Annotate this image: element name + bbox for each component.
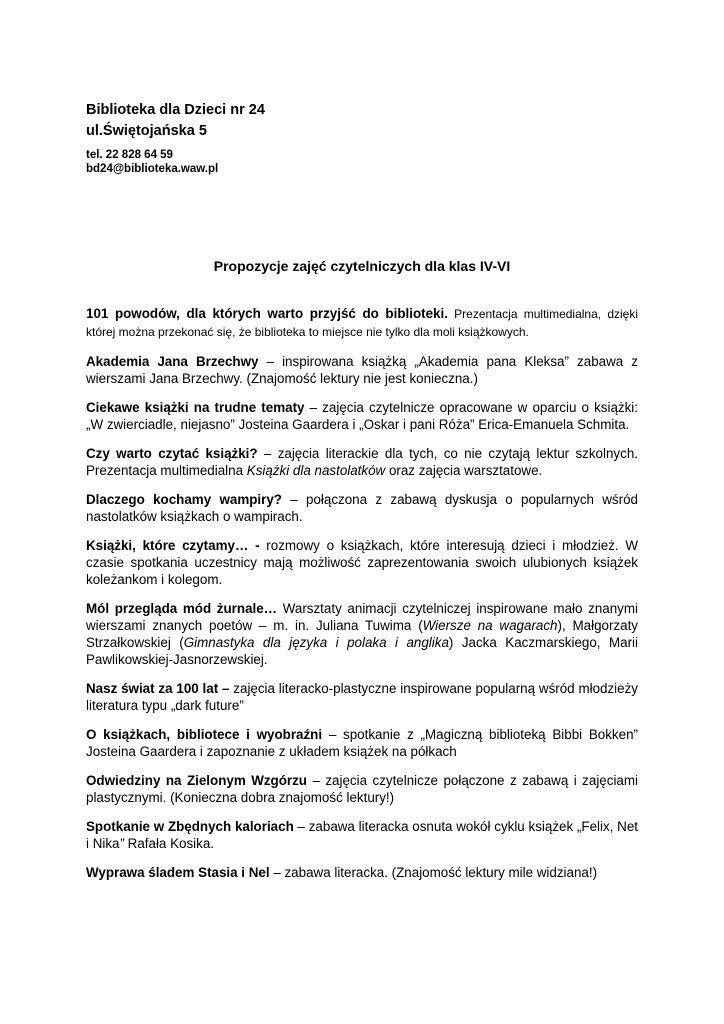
activity-name: 101 powodów, dla których warto przyjść do biblioteki. [86, 306, 448, 321]
activity-name: Ciekawe książki na trudne tematy [86, 400, 305, 415]
library-name: Biblioteka dla Dzieci nr 24 [86, 102, 265, 118]
activity-entry [86, 726, 638, 760]
activity-title-italic: Wiersze na wagarach [422, 618, 558, 633]
activity-name: Mól przegląda mód żurnale… [86, 601, 278, 616]
library-address: ul.Świętojańska 5 [86, 123, 207, 139]
activity-description: zajęcia literacko-plastyczne inspirowane popularną wśród młodzieży literatura typu „dark future” [86, 681, 638, 713]
library-header [86, 100, 265, 142]
activity-title-italic: ” [119, 836, 124, 851]
activity-name: Spotkanie w Zbędnych kaloriach [86, 819, 294, 834]
activity-description: – zabawa literacka. (Znajomość lektury mile widziana!) [269, 865, 598, 880]
activity-description-cont: ), Małgorzaty Strzałkowskiej ( [86, 618, 638, 650]
activity-entry [86, 818, 638, 852]
activity-name: Czy warto czytać książki? [86, 446, 258, 461]
activity-description: – zajęcia literackie dla tych, co nie czytają lektur szkolnych. Prezentacja multimedialna [86, 446, 638, 478]
activity-description: – spotkanie z „Magiczną biblioteką Bibbi Bokken” Josteina Gaardera i zapoznanie z układem książek na półkach [86, 727, 638, 759]
activity-name: Książki, które czytamy… - [86, 538, 260, 553]
activity-entry [86, 491, 638, 525]
activity-title-italic: Gimnastyka dla języka i polaka i anglika [183, 635, 449, 650]
email-address: bd24@biblioteka.waw.pl [86, 163, 219, 175]
activity-entry [86, 445, 638, 479]
activity-description: – zabawa literacka osnuta wokół cyklu książek „Felix, Net i Nika [86, 819, 638, 851]
activity-title-italic: Książki dla nastolatków [246, 463, 386, 478]
activity-description: Warsztaty animacji czytelniczej inspirowane mało znanymi wierszami znanych poetów – m. in. Juliana Tuwima ( [86, 601, 638, 633]
activity-name: O książkach, bibliotece i wyobraźni [86, 727, 323, 742]
activity-entry [86, 399, 638, 433]
activity-entry [86, 305, 638, 341]
activity-name: Odwiedziny na Zielonym Wzgórzu [86, 773, 307, 788]
activity-description-cont: oraz zajęcia warsztatowe. [385, 463, 543, 478]
activity-list [86, 305, 638, 893]
phone-number: tel. 22 828 64 59 [86, 149, 173, 161]
activity-entry [86, 600, 638, 668]
activity-description-cont: ) Jacka Kaczmarskiego, Marii Pawlikowskiej-Jasnorzewskiej. [86, 635, 639, 667]
activity-name: Dlaczego kochamy wampiry? [86, 492, 282, 507]
activity-description: – inspirowana książką „Akademia pana Kleksa” zabawa z wierszami Jana Brzechwy. (Znajomość lektury nie jest konieczna.) [86, 354, 638, 386]
page-title: Propozycje zajęć czytelniczych dla klas IV-VI [213, 258, 511, 274]
activity-description-cont: Rafała Kosika. [123, 836, 215, 851]
activity-description: – zajęcia czytelnicze połączone z zabawą i zajęciami plastycznymi. (Konieczna dobra znajomość lektury!) [86, 773, 638, 805]
activity-name: Wyprawa śladem Stasia i Nel [86, 865, 270, 880]
contact-block [86, 148, 218, 176]
activity-name: Akademia Jana Brzechwy [86, 354, 259, 369]
activity-entry [86, 537, 638, 588]
activity-description: Prezentacja multimedialna, dzięki której można przekonać się, że biblioteka to miejsce nie tylko dla moli książkowych. [86, 307, 638, 339]
activity-description: – zajęcia czytelnicze opracowane w oparciu o książki: „W zwierciadle, niejasno” Josteina Gaardera i „Oskar i pani Róża” Erica-Emanuela Schmita. [86, 400, 638, 432]
activity-entry [86, 353, 638, 387]
activity-entry [86, 864, 638, 881]
activity-description: rozmowy o książkach, które interesują dzieci i młodzież. W czasie spotkania uczestnicy mają możliwość zaprezentowania swoich ulubionych książek koleżankom i kolegom. [86, 538, 638, 587]
activity-name: Nasz świat za 100 lat – [86, 681, 230, 696]
activity-entry [86, 772, 638, 806]
activity-description: – połączona z zabawą dyskusja o popularnych wśród nastolatków książkach o wampirach. [86, 492, 638, 524]
activity-entry [86, 680, 638, 714]
